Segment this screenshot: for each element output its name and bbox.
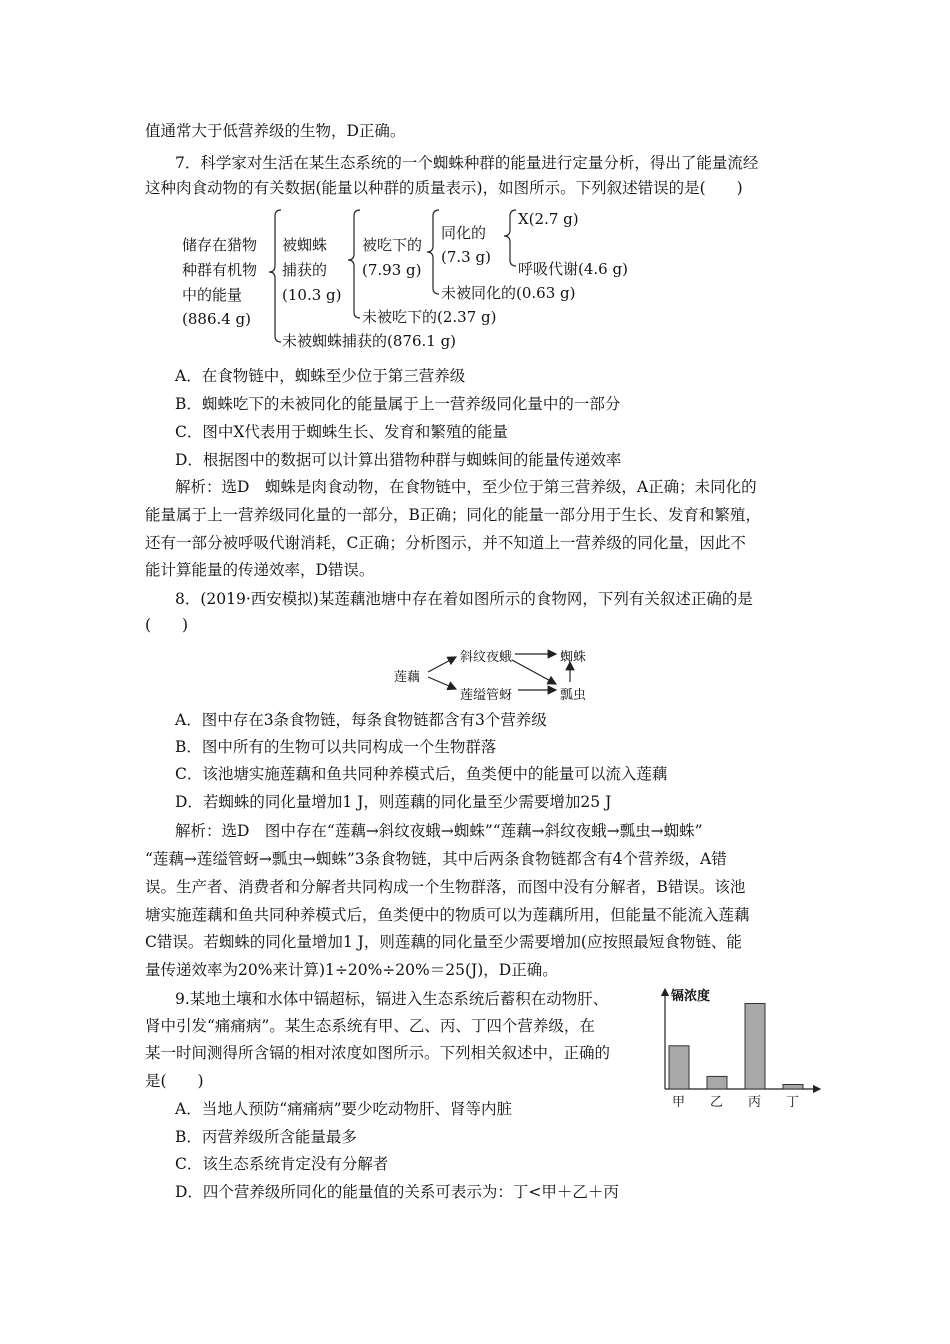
- solution-text: 还有一部分被呼吸代谢消耗，C正确；分析图示，并不知道上一营养级的同化量，因此不: [145, 534, 746, 552]
- solution-text: 能计算能量的传递效率，D错误。: [145, 561, 375, 579]
- question-9-stem: 肾中引发“痛痛病”。某生态系统有甲、乙、丙、丁四个营养级，在: [145, 1017, 595, 1035]
- food-web-diagram: [390, 640, 610, 703]
- option-b: B．图中所有的生物可以共同构成一个生物群落: [175, 738, 497, 756]
- option-c: C．该池塘实施莲藕和鱼共同种养模式后，鱼类便中的能量可以流入莲藕: [175, 765, 668, 783]
- prey-energy-value: (886.4 g): [182, 310, 252, 328]
- question-7-stem-cont: 这种肉食动物的有关数据(能量以种群的质量表示)，如图所示。下列叙述错误的是( ): [145, 179, 743, 197]
- question-9-stem: 是( ): [145, 1072, 204, 1090]
- node-aphid: 莲缢管蚜: [460, 688, 513, 703]
- question-9-stem: 9.某地土壤和水体中镉超标，镉进入生态系统后蓄积在动物肝、: [175, 990, 609, 1008]
- question-8-paren: ( ): [145, 616, 189, 634]
- prey-energy-label: 储存在猎物: [182, 236, 258, 254]
- uneaten-label: 未被吃下的(2.37 g): [362, 308, 497, 326]
- energy-flow-diagram: [180, 204, 680, 354]
- unassimilated-label: 未被同化的(0.63 g): [441, 284, 576, 302]
- respiration-label: 呼吸代谢(4.6 g): [518, 260, 628, 278]
- option-d: D．四个营养级所同化的能量值的关系可表示为：丁<甲＋乙＋丙: [175, 1183, 619, 1201]
- x-tick-label: 乙: [710, 1095, 724, 1110]
- eaten-label: 被吃下的: [362, 236, 423, 254]
- option-a: A．在食物链中，蜘蛛至少位于第三营养级: [175, 367, 466, 385]
- eaten-value: (7.93 g): [362, 261, 422, 279]
- x-label: X(2.7 g): [518, 210, 579, 228]
- question-8-stem: 8．(2019·西安模拟)某莲藕池塘中存在着如图所示的食物网，下列有关叙述正确的是: [175, 590, 753, 608]
- node-lotus: 莲藕: [394, 670, 421, 685]
- bar-丁: [783, 1085, 803, 1090]
- option-b: B．丙营养级所含能量最多: [175, 1128, 357, 1146]
- caught-value: (10.3 g): [282, 286, 342, 304]
- caught-label: 被蜘蛛: [282, 236, 328, 254]
- option-d: D．根据图中的数据可以计算出猎物种群与蜘蛛间的能量传递效率: [175, 451, 622, 469]
- solution-text: 量传递效率为20%来计算)1÷20%÷20%＝25(J)，D正确。: [145, 961, 558, 979]
- x-tick-label: 丁: [786, 1095, 800, 1110]
- caught-label: 捕获的: [282, 261, 328, 279]
- question-9-stem: 某一时间测得所含镉的相对浓度如图所示。下列相关叙述中，正确的: [145, 1044, 611, 1062]
- option-a: A．图中存在3条食物链，每条食物链都含有3个营养级: [175, 711, 547, 729]
- question-7-stem: 7．科学家对生活在某生态系统的一个蜘蛛种群的能量进行定量分析，得出了能量流经: [175, 154, 759, 172]
- text-line: 值通常大于低营养级的生物，D正确。: [145, 122, 406, 140]
- option-b: B．蜘蛛吃下的未被同化的能量属于上一营养级同化量中的一部分: [175, 395, 621, 413]
- option-a: A．当地人预防“痛痛病”要少吃动物肝、肾等内脏: [175, 1100, 513, 1118]
- option-c: C．该生态系统肯定没有分解者: [175, 1155, 389, 1173]
- assimilated-label: 同化的: [441, 224, 487, 242]
- option-d: D．若蜘蛛的同化量增加1 J，则莲藕的同化量至少需要增加25 J: [175, 793, 612, 811]
- solution-text: 解析：选D 图中存在“莲藕→斜纹夜蛾→蜘蛛”“莲藕→斜纹夜蛾→瓢虫→蜘蛛”: [175, 822, 703, 840]
- solution-text: 能量属于上一营养级同化量的一部分，B正确；同化的能量一部分用于生长、发育和繁殖，: [145, 506, 761, 524]
- prey-energy-label: 中的能量: [182, 286, 243, 304]
- bar-乙: [707, 1076, 727, 1089]
- bar-丙: [745, 1004, 765, 1090]
- bar-甲: [669, 1046, 689, 1089]
- uncaught-label: 未被蜘蛛捕获的(876.1 g): [282, 332, 457, 350]
- solution-text: 塘实施莲藕和鱼共同种养模式后，鱼类便中的物质可以为莲藕所用，但能量不能流入莲藕: [145, 906, 750, 924]
- node-ladybug: 瓢虫: [560, 688, 587, 703]
- node-spider: 蜘蛛: [560, 650, 587, 665]
- solution-text: 解析：选D 蜘蛛是肉食动物，在食物链中，至少位于第三营养级，A正确；未同化的: [175, 478, 757, 496]
- x-tick-label: 甲: [672, 1095, 686, 1110]
- x-tick-label: 丙: [748, 1095, 762, 1110]
- solution-text: 误。生产者、消费者和分解者共同构成一个生物群落，而图中没有分解者，B错误。该池: [145, 878, 746, 896]
- solution-text: “莲藕→莲缢管蚜→瓢虫→蜘蛛”3条食物链，其中后两条食物链都含有4个营养级，A错: [145, 850, 727, 868]
- option-c: C．图中X代表用于蜘蛛生长、发育和繁殖的能量: [175, 423, 508, 441]
- cadmium-bar-chart: [655, 985, 825, 1110]
- assimilated-value: (7.3 g): [441, 248, 491, 266]
- node-moth: 斜纹夜蛾: [460, 650, 513, 665]
- prey-energy-label: 种群有机物: [182, 261, 258, 279]
- y-axis-label: 镉浓度: [671, 989, 711, 1004]
- solution-text: C错误。若蜘蛛的同化量增加1 J，则莲藕的同化量至少需要增加(应按照最短食物链、能: [145, 933, 742, 951]
